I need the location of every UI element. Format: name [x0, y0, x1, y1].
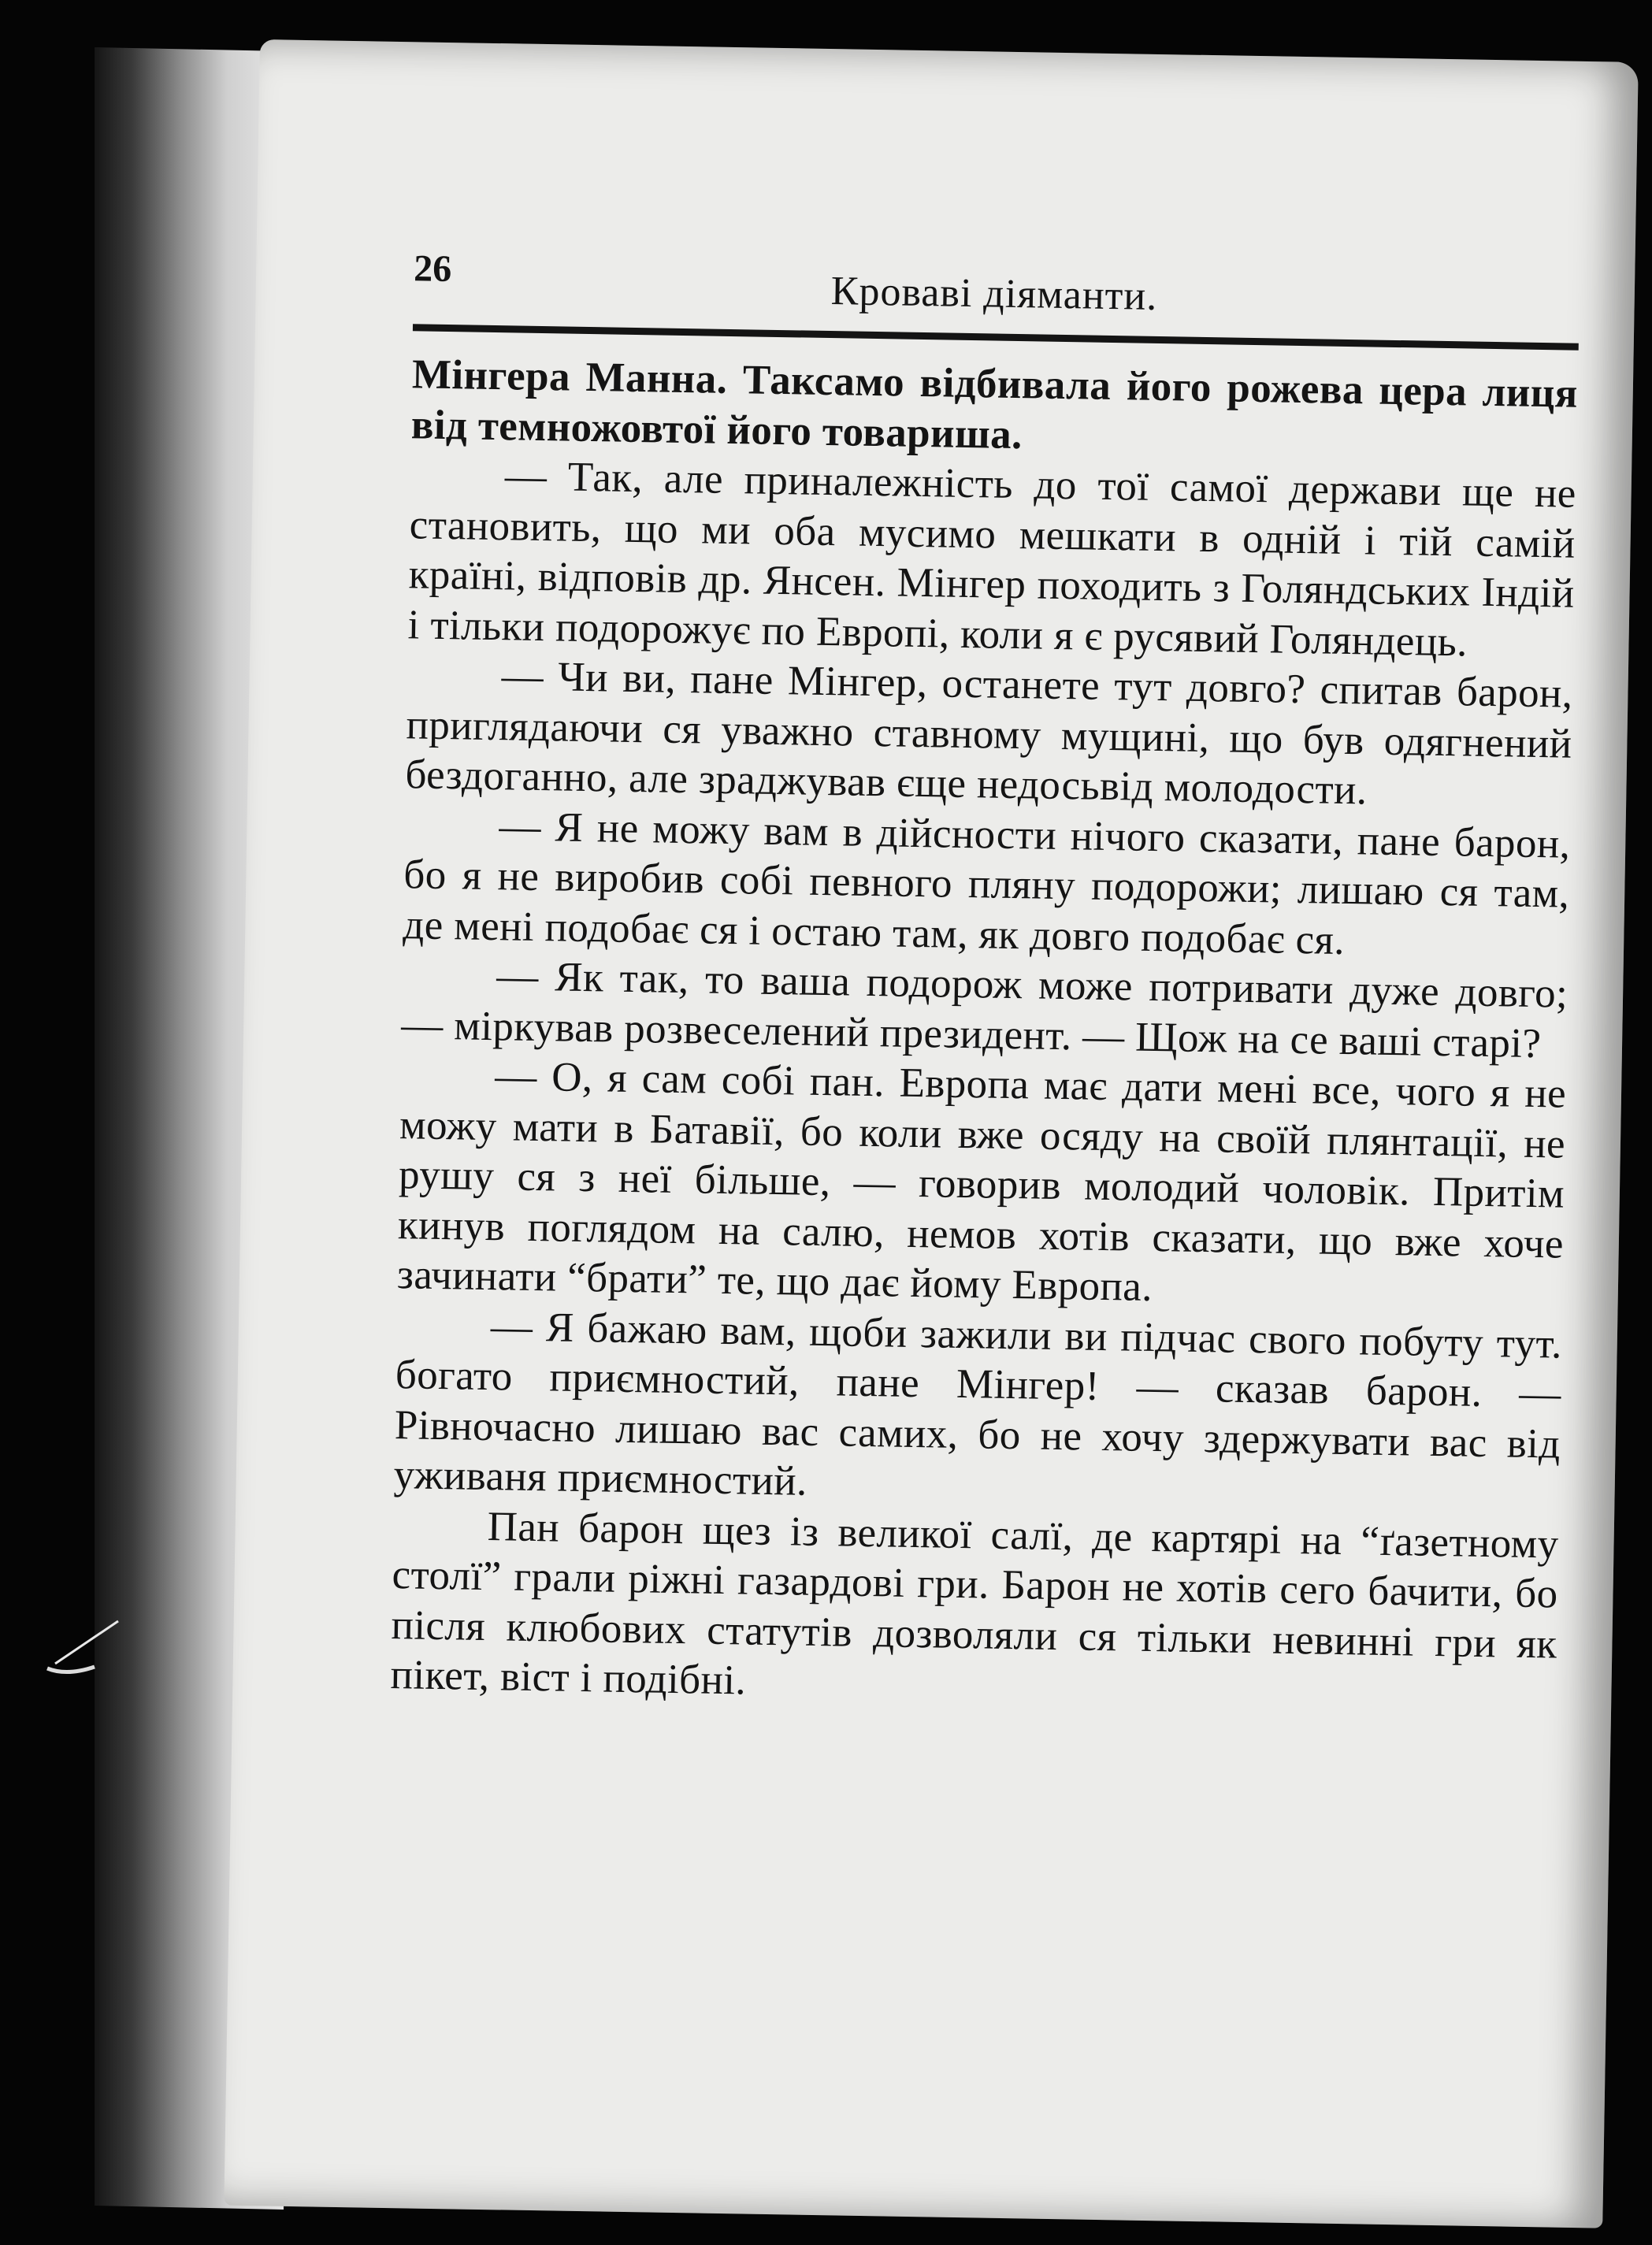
- page-number: 26: [413, 247, 452, 291]
- paragraph: — О, я сам собі пан. Европа має дати мені все, чого я не можу мати в Батавії, бо коли вже осяду на своїй плянтації, не рушу ся з неї більше, — говорив молодий чоловік. Притім кинув поглядом на салю, немов хотів сказати, що вже хоче зачинати “брати” те, що дає йому Европа.: [396, 1053, 1567, 1310]
- paragraph: — Я не можу вам в дійсности нічого сказати, пане барон, бо я не виробив собі певного пляну подорожи; лишаю ся там, де мені подобає ся і остаю там, як довго подобає ся.: [402, 803, 1571, 963]
- paragraph: Мінгера Манна. Таксамо відбивала його рожева цера лиця від темножовтої його товариша.: [410, 351, 1579, 458]
- book-title: Кроваві діяманти.: [830, 269, 1158, 319]
- margin-scratch-mark: [24, 1615, 126, 1678]
- body-text: [390, 350, 1578, 1720]
- paragraph: — Як так, то ваша подорож може потривати дуже довго; — міркував розвеселений президент. — Щож на се ваші старі?: [400, 953, 1568, 1067]
- paragraph: Пан барон щез із великої салї, де картярі на “ґазетному столї” грали ріжні газардові гри. Барон не хотів сего бачити, бо після клюбових статутів дозволяли ся тільки невинні гри як пікет, віст і подібні.: [390, 1503, 1560, 1704]
- header-rule: [413, 324, 1579, 351]
- book-page: [224, 39, 1638, 2228]
- paragraph: — Так, але приналежність до тої самої держави ще не становить, що ми оба мусимо мешкати в одній і тій самій країні, відповів др. Янсен. Мінгер походить з Голяндських Індій і тільки подорожує по Европі, коли я є русявий Голяндець.: [407, 453, 1577, 666]
- page-text-area: [390, 247, 1580, 1720]
- running-head: [413, 247, 1580, 329]
- paragraph: — Чи ви, пане Мінгер, останете тут довго? спитав барон, приглядаючи ся уважно ставному мущині, що був одягнений бездоганно, але зраджував єще недосьвід молодости.: [405, 653, 1573, 814]
- paragraph: — Я бажаю вам, щоби зажили ви підчас свого побуту тут. богато приємностий, пане Мінгер! — сказав барон. — Рівночасно лишаю вас самих, бо не хочу здержувати вас від уживаня приємностий.: [393, 1303, 1563, 1505]
